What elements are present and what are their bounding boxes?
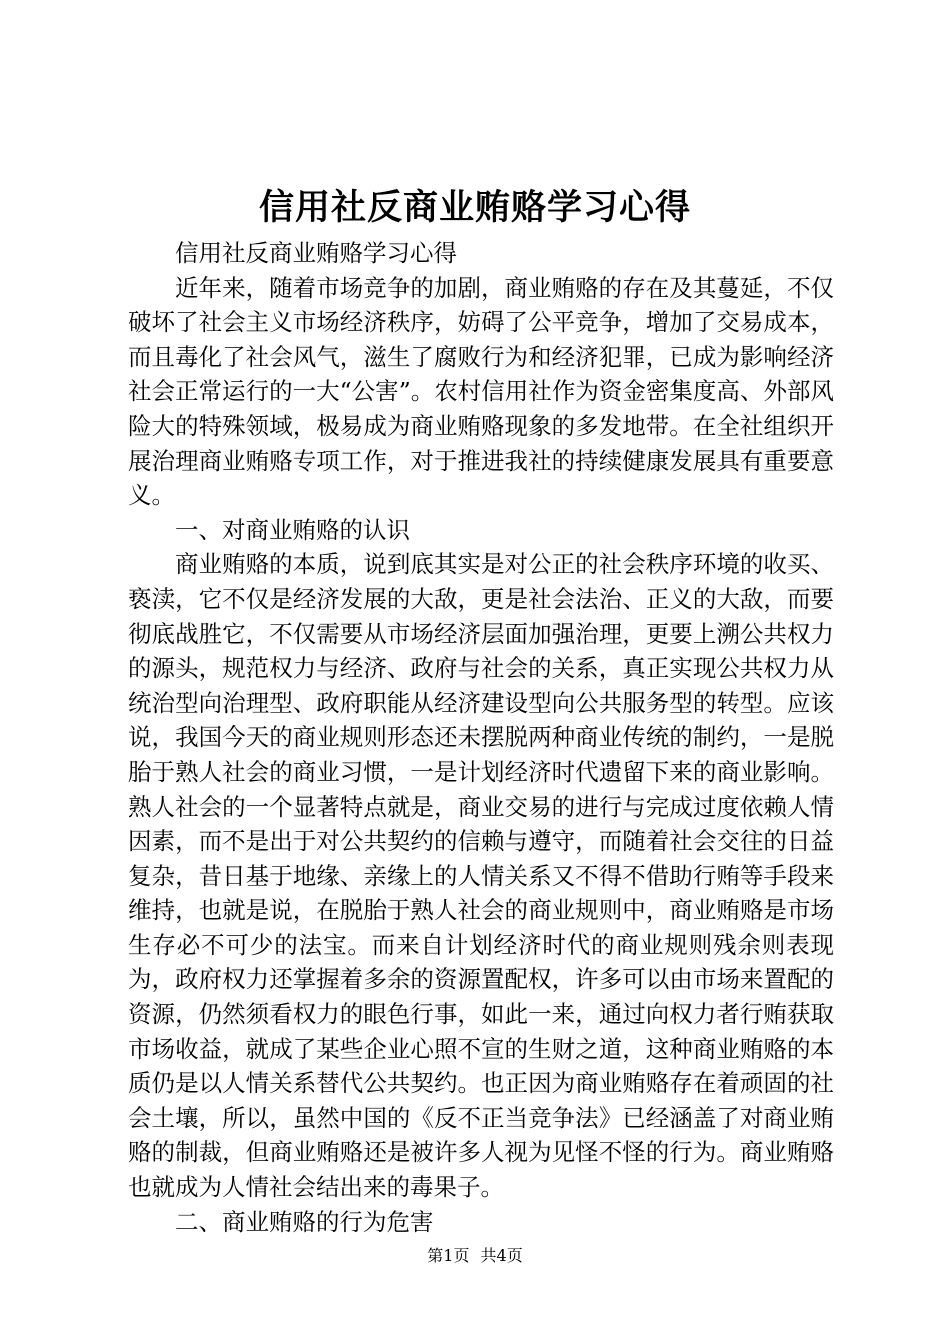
paragraph-section-1: 商业贿赂的本质，说到底其实是对公正的社会秩序环境的收买、亵渎，它不仅是经济发展的大敌，更是社会法治、正义的大敌，而要彻底战胜它，不仅需要从市场经济层面加强治理，更要上溯公共权力的源头，规范权力与经济、政府与社会的关系，真正实现公共权力从统治型向治理型、政府职能从经济建设型向公共服务型的转型。应该说，我国今天的商业规则形态还未摆脱两种商业传统的制约，一是脱胎于熟人社会的商业习惯，一是计划经济时代遗留下来的商业影响。熟人社会的一个显著特点就是，商业交易的进行与完成过度依赖人情因素，而不是出于对公共契约的信赖与遵守，而随着社会交往的日益复杂，昔日基于地缘、亲缘上的人情关系又不得不借助行贿等手段来维持，也就是说，在脱胎于熟人社会的商业规则中，商业贿赂是市场生存必不可少的法宝。而来自计划经济时代的商业规则残余则表现为，政府权力还掌握着多余的资源置配权，许多可以由市场来置配的资源，仍然须看权力的眼色行事，如此一来，通过向权力者行贿获取市场收益，就成了某些企业心照不宣的生财之道，这种商业贿赂的本质仍是以人情关系替代公共契约。也正因为商业贿赂存在着顽固的社会土壤，所以，虽然中国的《反不正当竞争法》已经涵盖了对商业贿赂的制裁，但商业贿赂还是被许多人视为见怪不怪的行为。商业贿赂也就成为人情社会结出来的毒果子。 bbox=[128, 550, 834, 1202]
page-number: 第1页 bbox=[427, 1246, 470, 1265]
paragraph-subtitle: 信用社反商业贿赂学习心得 bbox=[175, 239, 457, 267]
paragraph-intro: 近年来，随着市场竞争的加剧，商业贿赂的存在及其蔓延，不仅破坏了社会主义市场经济秩序，妨碍了公平竞争，增加了交易成本，而且毒化了社会风气，滋生了腐败行为和经济犯罪，已成为影响经济社会正常运行的一大“公害”。农村信用社作为资金密集度高、外部风险大的特殊领域，极易成为商业贿赂现象的多发地带。在全社组织开展治理商业贿赂专项工作，对于推进我社的持续健康发展具有重要意义。 bbox=[128, 273, 834, 510]
document-title: 信用社反商业贿赂学习心得 bbox=[258, 187, 691, 228]
section-heading-2: 二、商业贿赂的行为危害 bbox=[175, 1207, 434, 1236]
section-heading-1: 一、对商业贿赂的认识 bbox=[175, 515, 410, 544]
document-body bbox=[128, 236, 834, 1239]
page-total: 共4页 bbox=[480, 1246, 523, 1265]
page-footer bbox=[0, 1246, 950, 1266]
